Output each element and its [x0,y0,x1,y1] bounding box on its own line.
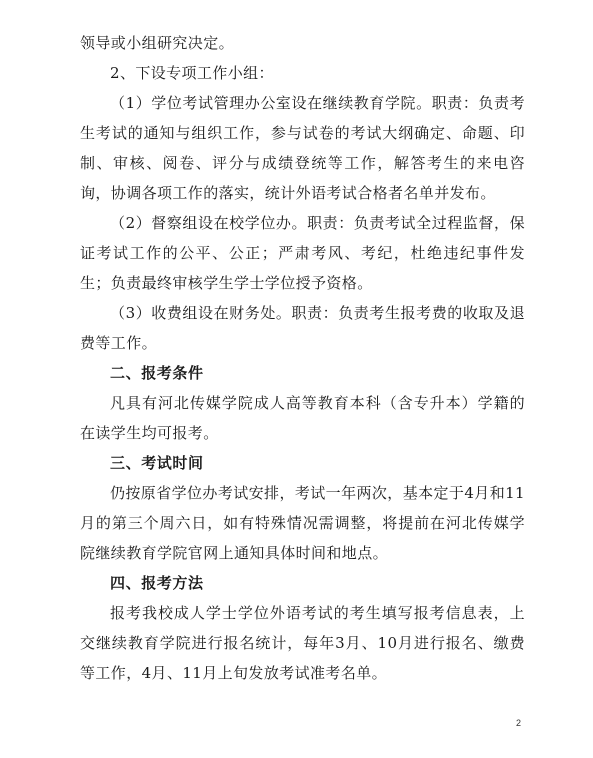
section-heading: 三、考试时间 [110,454,204,472]
paragraph: （1）学位考试管理办公室设在继续教育学院。职责：负责考生考试的通知与组织工作，参与试卷的考试大纲确定、命题、印制、审核、阅卷、评分与成绩登统等工作，解答考生的来电咨询，协调各项工作的落实，统计外语考试合格者名单并发布。 [80,94,525,202]
paragraph: （2）督察组设在校学位办。职责：负责考试全过程监督，保证考试工作的公平、公正；严肃考风、考纪，杜绝违纪事件发生；负责最终审核学生学士学位授予资格。 [80,214,525,292]
paragraph: 凡具有河北传媒学院成人高等教育本科（含专升本）学籍的在读学生均可报考。 [80,394,525,442]
paragraph: （3）收费组设在财务处。职责：负责考生报考费的收取及退费等工作。 [80,304,525,352]
paragraph: 2、下设专项工作小组： [110,64,274,82]
paragraph: 领导或小组研究决定。 [80,34,235,52]
paragraph: 仍按原省学位办考试安排，考试一年两次，基本定于4月和11月的第三个周六日，如有特殊情况需调整，将提前在河北传媒学院继续教育学院官网上通知具体时间和地点。 [80,484,525,562]
section-heading: 四、报考方法 [110,574,204,592]
paragraph: 报考我校成人学士学位外语考试的考生填写报考信息表，上交继续教育学院进行报名统计，每年3月、10月进行报名、缴费等工作，4月、11月上旬发放考试准考名单。 [80,604,525,682]
document-body [80,28,525,688]
section-heading: 二、报考条件 [110,364,204,382]
page-number: 2 [515,718,521,728]
